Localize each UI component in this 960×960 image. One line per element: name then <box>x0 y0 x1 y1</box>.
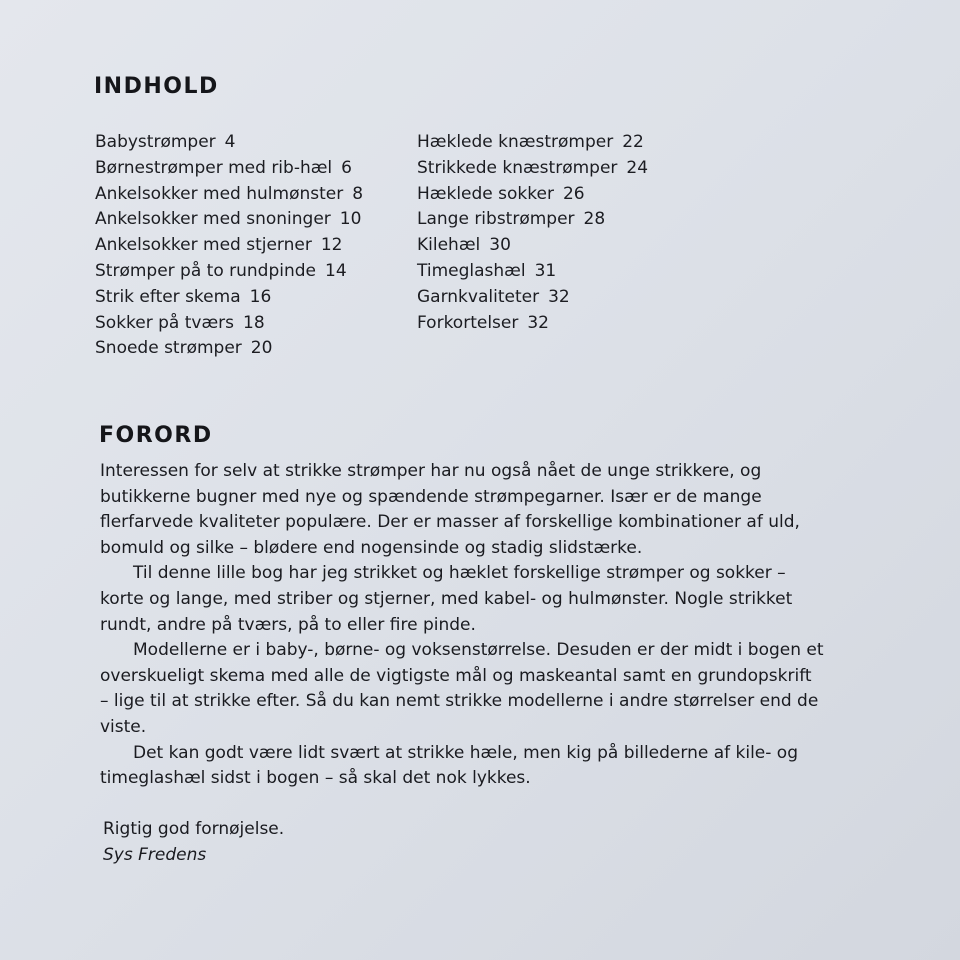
entry-page: 28 <box>583 209 606 230</box>
entry-title: Hæklede sokker <box>417 183 554 204</box>
entry-title: Forkortelser <box>417 312 519 333</box>
entry-title: Strikkede knæstrømper <box>417 157 618 178</box>
entry-title: Strømper på to rundpinde <box>95 260 316 281</box>
contents-heading: INDHOLD <box>94 74 219 99</box>
entry-title: Ankelsokker med hulmønster <box>95 183 344 204</box>
entry-page: 31 <box>534 260 557 281</box>
contents-entry <box>417 130 648 156</box>
foreword-paragraph <box>100 638 860 740</box>
contents-entry <box>95 182 363 208</box>
entry-title: Strik efter skema <box>95 286 241 307</box>
text-line: flerfarvede kvaliteter populære. Der er masser af forskellige kombinationer af uld, <box>100 512 800 533</box>
entry-page: 12 <box>320 235 343 256</box>
text-line: – lige til at strikke efter. Så du kan nemt strikke modellerne i andre størrelser end de <box>100 691 819 712</box>
text-line: Til denne lille bog har jeg strikket og hæklet forskellige strømper og sokker – <box>133 563 786 584</box>
entry-title: Lange ribstrømper <box>417 209 575 230</box>
contents-entry <box>417 259 648 285</box>
entry-page: 26 <box>562 183 585 204</box>
entry-title: Timeglashæl <box>417 260 526 281</box>
contents-entry <box>95 259 363 285</box>
entry-page: 6 <box>341 157 352 178</box>
entry-page: 16 <box>249 286 272 307</box>
text-line: viste. <box>100 716 147 737</box>
entry-page: 20 <box>250 338 273 359</box>
text-line: korte og lange, med striber og stjerner, med kabel- og hulmønster. Nogle strikket <box>100 588 793 609</box>
entry-page: 10 <box>339 209 362 230</box>
contents-entry <box>95 233 363 259</box>
contents-left-column <box>95 130 363 362</box>
foreword-paragraph <box>100 459 860 561</box>
entry-page: 32 <box>527 312 549 333</box>
contents-entry <box>417 285 648 311</box>
entry-title: Børnestrømper med rib-hæl <box>95 157 333 178</box>
closing-greeting: Rigtig god fornøjelse. <box>103 819 285 839</box>
entry-title: Ankelsokker med snoninger <box>95 209 331 230</box>
foreword-heading: FORORD <box>99 423 213 448</box>
contents-entry <box>95 207 363 233</box>
entry-title: Kilehæl <box>417 235 481 256</box>
entry-title: Sokker på tværs <box>95 312 235 333</box>
contents-entry <box>417 233 648 259</box>
contents-entry <box>95 130 363 156</box>
foreword-paragraph <box>100 741 860 792</box>
contents-right-column <box>417 130 648 336</box>
entry-page: 22 <box>622 132 644 152</box>
entry-page: 24 <box>626 157 649 178</box>
text-line: Modellerne er i baby-, børne- og voksenstørrelse. Desuden er der midt i bogen et <box>133 640 824 661</box>
entry-page: 32 <box>548 286 570 307</box>
foreword-closing <box>103 816 284 868</box>
text-line: Det kan godt være lidt svært at strikke hæle, men kig på billederne af kile- og <box>133 742 799 763</box>
contents-entry <box>95 285 363 311</box>
text-line: butikkerne bugner med nye og spændende strømpegarner. Især er de mange <box>100 486 762 507</box>
author-signature: Sys Fredens <box>103 845 207 865</box>
foreword-body <box>100 459 860 792</box>
contents-entry <box>417 311 648 337</box>
text-line: Interessen for selv at strikke strømper har nu også nået de unge strikkere, og <box>100 461 762 481</box>
contents-entry <box>417 207 648 233</box>
entry-page: 8 <box>352 183 364 204</box>
text-line: timeglashæl sidst i bogen – så skal det nok lykkes. <box>100 768 531 789</box>
contents-entry <box>417 182 648 208</box>
entry-title: Snoede strømper <box>95 338 242 359</box>
entry-title: Garnkvaliteter <box>417 286 540 307</box>
entry-title: Hæklede knæstrømper <box>417 132 614 152</box>
contents-entry <box>95 156 363 182</box>
entry-page: 4 <box>224 132 236 152</box>
text-line: overskueligt skema med alle de vigtigste mål og maskeantal samt en grundopskrift <box>100 665 812 686</box>
contents-entry <box>95 311 363 337</box>
text-line: rundt, andre på tværs, på to eller fire pinde. <box>100 614 476 635</box>
foreword-paragraph <box>100 561 860 638</box>
text-line: bomuld og silke – blødere end nogensinde og stadig slidstærke. <box>100 537 643 558</box>
entry-title: Babystrømper <box>95 132 216 152</box>
entry-page: 30 <box>489 235 511 256</box>
contents-entry <box>95 336 363 362</box>
contents-entry <box>417 156 648 182</box>
entry-page: 18 <box>243 312 265 333</box>
entry-page: 14 <box>325 260 347 281</box>
entry-title: Ankelsokker med stjerner <box>95 235 312 256</box>
